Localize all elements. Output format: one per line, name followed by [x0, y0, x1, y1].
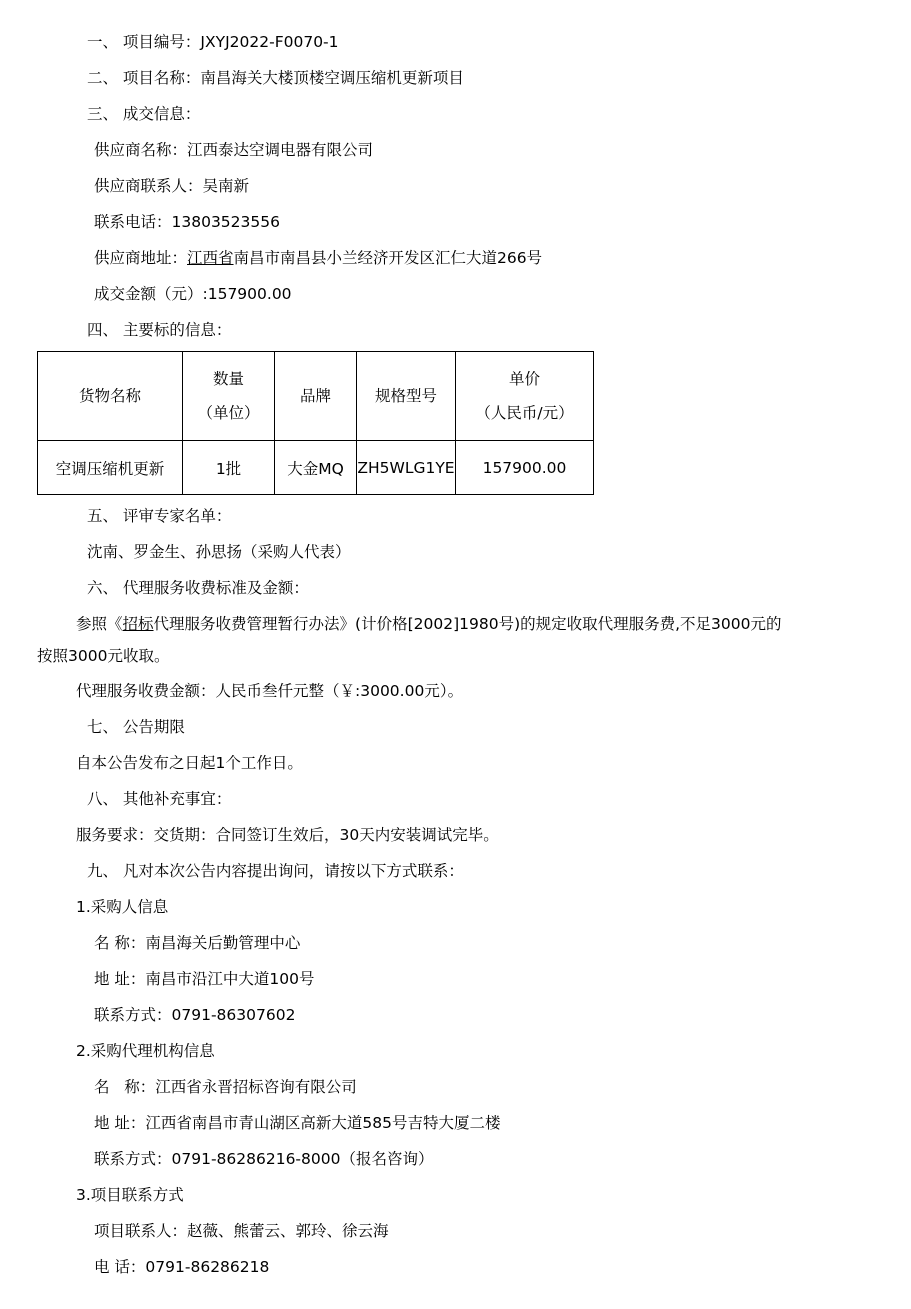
- agency-contact: 联系方式：0791-86286216-8000（报名咨询）: [94, 1150, 434, 1168]
- section-2-project-name: 二、 项目名称：南昌海关大楼顶楼空调压缩机更新项目: [87, 69, 464, 87]
- supplier-contact: 供应商联系人：吴南新: [94, 177, 250, 195]
- header-goods-name: 货物名称: [38, 352, 183, 441]
- service-requirement: 服务要求：交货期：合同签订生效后，30天内安装调试完毕。: [76, 826, 499, 844]
- cell-brand: 大金MQ: [275, 441, 357, 495]
- supplier-name: 供应商名称：江西泰达空调电器有限公司: [94, 141, 374, 159]
- fee-amount: 代理服务收费金额：人民币叁仟元整（￥:3000.00元）。: [76, 682, 464, 700]
- supplier-address-province-link[interactable]: 江西省: [187, 249, 234, 267]
- section-8-other-heading: 八、 其他补充事宜：: [87, 790, 232, 808]
- fee-standard-paragraph: 参照《招标代理服务收费管理暂行办法》(计价格[2002]1980号)的规定收取代理服务费,不足3000元的: [76, 615, 782, 633]
- notice-period: 自本公告发布之日起1个工作日。: [76, 754, 303, 772]
- main-items-table: [37, 351, 594, 495]
- purchaser-name: 名 称：南昌海关后勤管理中心: [94, 934, 301, 952]
- section-7-period-heading: 七、 公告期限: [87, 718, 185, 736]
- purchaser-contact: 联系方式：0791-86307602: [94, 1006, 296, 1024]
- purchaser-info-title: 1.采购人信息: [76, 898, 169, 916]
- fee-standard-continuation: 按照3000元收取。: [37, 647, 170, 665]
- header-brand: 品牌: [275, 352, 357, 441]
- cell-unit-price: 157900.00: [456, 441, 594, 495]
- section-3-deal-info-heading: 三、 成交信息：: [87, 105, 201, 123]
- header-model: 规格型号: [357, 352, 456, 441]
- table-header-row: [38, 352, 594, 441]
- cell-quantity: 1批: [183, 441, 275, 495]
- supplier-address: [94, 247, 542, 269]
- cell-goods-name: 空调压缩机更新: [38, 441, 183, 495]
- agency-address: 地 址：江西省南昌市青山湖区高新大道585号吉特大厦二楼: [94, 1114, 501, 1132]
- deal-amount: 成交金额（元）:157900.00: [94, 285, 292, 303]
- supplier-address-rest: 南昌市南昌县小兰经济开发区汇仁大道266号: [233, 249, 543, 267]
- agency-name: 名 称：江西省永晋招标咨询有限公司: [94, 1078, 357, 1096]
- section-5-experts-heading: 五、 评审专家名单：: [87, 507, 232, 525]
- supplier-address-label: 供应商地址：: [94, 249, 188, 267]
- project-contact-title: 3.项目联系方式: [76, 1186, 184, 1204]
- section-1-project-number: 一、 项目编号：JXYJ2022-F0070-1: [87, 33, 339, 51]
- expert-list: 沈南、罗金生、孙思扬（采购人代表）: [87, 543, 351, 561]
- purchaser-address: 地 址：南昌市沿江中大道100号: [94, 970, 315, 988]
- section-4-main-items-heading: 四、 主要标的信息：: [87, 321, 232, 339]
- section-6-fee-heading: 六、 代理服务收费标准及金额：: [87, 579, 309, 597]
- header-quantity: 数量 （单位）: [183, 352, 275, 441]
- section-9-contact-heading: 九、 凡对本次公告内容提出询问，请按以下方式联系：: [87, 862, 464, 880]
- cell-model: ZH5WLG1YE: [357, 441, 456, 495]
- project-contact-people: 项目联系人：赵薇、熊蕾云、郭玲、徐云海: [94, 1222, 389, 1240]
- agency-info-title: 2.采购代理机构信息: [76, 1042, 215, 1060]
- project-contact-phone: 电 话：0791-86286218: [94, 1258, 270, 1276]
- bidding-link[interactable]: 招标: [122, 615, 154, 633]
- table-row: [38, 441, 594, 495]
- header-unit-price: 单价 （人民币/元）: [456, 352, 594, 441]
- supplier-phone: 联系电话：13803523556: [94, 213, 280, 231]
